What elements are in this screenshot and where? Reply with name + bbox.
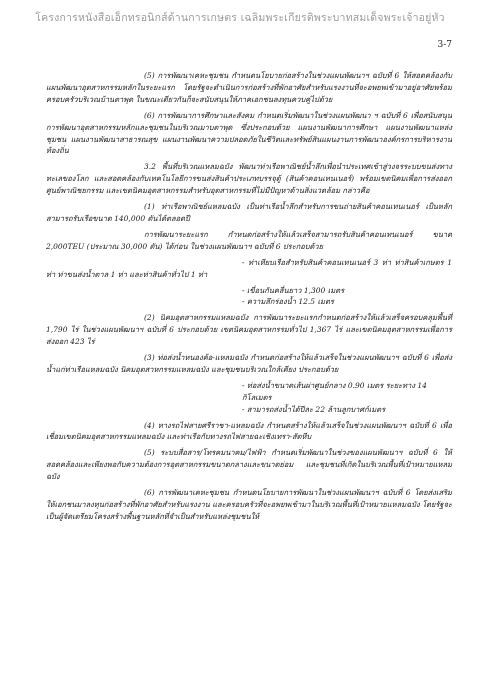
paragraph-education-social: (6) การพัฒนาการศึกษาและสังคม กำหนดเริ่มพัฒนาในช่วงแผนพัฒนา ฯ ฉบับที่ 6 เพื่อสนับสนุนการพัฒนาอุตสาหกรรมหลักและชุมชนในบริเวณมาบตาพุด ซึ่งประกอบด้วย แผนงานพัฒนาการศึกษา แผนงานพัฒนาแหล่งชุมชน แผนงานพัฒนาสาธารณสุข แผนงานพัฒนาความปลอดภัยในชีวิตและทรัพย์สินแผนงานการพัฒนาองค์กรการบริหารงานท้องถิ่น — [46, 110, 452, 156]
page-header: โครงการหนังสือเอ็กทรอนิกส์ด้านการเกษตร เฉลิมพระเกียรติพระบาทสมเด็จพระเจ้าอยู่หัว — [35, 12, 445, 24]
paragraph-commercial-port: (1) ท่าเรือพาณิชย์แหลมฉบัง เป็นท่าเรือน้ำลึกสำหรับการขนถ่ายสินค้าคอนเทนเนอร์ เป็นหลัก สามารถรับเรือขนาด 140,000 ตันได้ตลอดปี — [46, 202, 452, 223]
list-item-breakwater: - เขื่อนกันคลื่นยาว 1,300 เมตร — [242, 285, 345, 295]
list-item-water-capacity: - สามารถส่งน้ำได้ปีละ 22 ล้านลูกบาศก์เมตร — [242, 404, 386, 414]
paragraph-telecom-power: (5) ระบบสื่อสาร/โทรคมนาคม/ไฟฟ้า กำหนดเริ่มพัฒนาในช่วงของแผนพัฒนาฯ ฉบับที่ 6 ให้สอดคล้องและเพียงพอกับความต้องการอุตสาหกรรมขนาดกลางและขนาดย่อม และชุมชนที่เกิดในบริเวณพื้นที่เป้าหมายแหลมฉบัง — [46, 448, 452, 482]
paragraph-laem-chabang-overview: 3.2 พื้นที่บริเวณแหลมฉบัง พัฒนาท่าเรือพาณิชย์น้ำลึกเพื่อนำประเทศเข้าสู่วงจรระบบขนส่งทางทะเลของโลก และสอดคล้องกับเทคโนโลยีการขนส่งสินค้าประเภทบรรจุตู้ (สินค้าคอนเทนเนอร์) พร้อมเขตนิคมเพื่อการส่งออก ศูนย์พาณิชยกรรม และเขตนิคมอุตสาหกรรมสำหรับอุตสาหกรรมที่ไม่มีปัญหาด้านสิ่งแวดล้อม กล่าวคือ — [46, 162, 452, 196]
list-item-channel-depth: - ความลึกร่องน้ำ 12.5 เมตร — [242, 297, 334, 307]
paragraph-water-pipeline: (3) ท่อส่งน้ำหนองค้อ-แหลมฉบัง กำหนดก่อสร้างให้แล้วเสร็จในช่วงแผนพัฒนาฯ ฉบับที่ 6 เพื่อส่งน้ำแก่ท่าเรือแหลมฉบัง นิคมอุตสาหกรรมแหลมฉบัง และชุมชนบริเวณใกล้เคียง ประกอบด้วย — [46, 353, 452, 374]
paragraph-port-phase-one: การพัฒนาระยะแรก กำหนดก่อสร้างให้แล้วเสร็จสามารถรับสินค้าคอนเทนเนอร์ ขนาด 2,000TEU (ประมาณ 30,000 ตัน) ได้ก่อน ในช่วงแผนพัฒนาฯ ฉบับที่ 6 ประกอบด้วย — [46, 229, 452, 251]
paragraph-housing-laem-chabang: (6) การพัฒนาเคหะชุมชน กำหนดนโยบายการพัฒนาในช่วงแผนพัฒนาฯ ฉบับที่ 6 โดยส่งเสริมให้เอกชนมาลงทุนก่อสร้างที่พักอาศัยสำหรับแรงงาน และครอบครัวที่จะอพยพเข้ามาในบริเวณพื้นที่เป้าหมายแหลมฉบัง โดยรัฐจะเป็นผู้จัดเตรียมโครงสร้างพื้นฐานหลักที่จำเป็นสำหรับแหล่งชุมชนให้ — [46, 488, 452, 521]
list-item-pipe-diameter: - ท่อส่งน้ำขนาดเส้นผ่าศูนย์กลาง 0.90 เมตร ระยะทาง 14 กิโลเมตร — [242, 380, 427, 402]
page-number: 3-7 — [437, 40, 452, 50]
paragraph-industrial-estate: (2) นิคมอุตสาหกรรมแหลมฉบัง การพัฒนาระยะแรกกำหนดก่อสร้างให้แล้วเสร็จครอบคลุมพื้นที่ 1,790 ไร่ ในช่วงแผนพัฒนาฯ ฉบับที่ 6 ประกอบด้วย เขตนิคมอุตสาหกรรมทั่วไป 1,367 ไร่ และเขตนิคมอุตสาหกรรมเพื่อการส่งออก 423 ไร่ — [46, 313, 452, 347]
paragraph-railway: (4) ทางรถไฟสายศรีราชา-แหลมฉบัง กำหนดสร้างให้แล้วเสร็จในช่วงแผนพัฒนาฯ ฉบับที่ 6 เพื่อเชื่อมเขตนิคมอุตสาหกรรมแหลมฉบัง และท่าเรือกับทางรถไฟสายฉะเชิงเทรา-สัตหีบ — [46, 420, 452, 442]
paragraph-housing-mabtaphut: (5) การพัฒนาเคหะชุมชน กำหนดนโยบายก่อสร้างในช่วงแผนพัฒนาฯ ฉบับที่ 6 ให้สอดคล้องกับแผนพัฒนาอุตสาหกรรมหลักในระยะแรก โดยรัฐจะดำเนินการก่อสร้างที่พักอาศัยสำหรับแรงงานที่จะอพยพเข้ามาอยู่อาศัยพร้อมครอบครัวบริเวณบ้านตาพุด ในขณะเดียวกันก็จะสนับสนุนให้ภาคเอกชนลงทุนควบคู่ไปด้วย — [46, 71, 452, 104]
document-body — [46, 70, 452, 527]
list-item-berths: - ท่าเทียบเรือสำหรับสินค้าคอนเทนเนอร์ 3 ท่า ท่าสินค้าเกษตร 1 ท่า ท่าขนส่งน้ำตาล 1 ท่า และท่าสินค้าทั่วไป 1 ท่า — [46, 257, 452, 279]
